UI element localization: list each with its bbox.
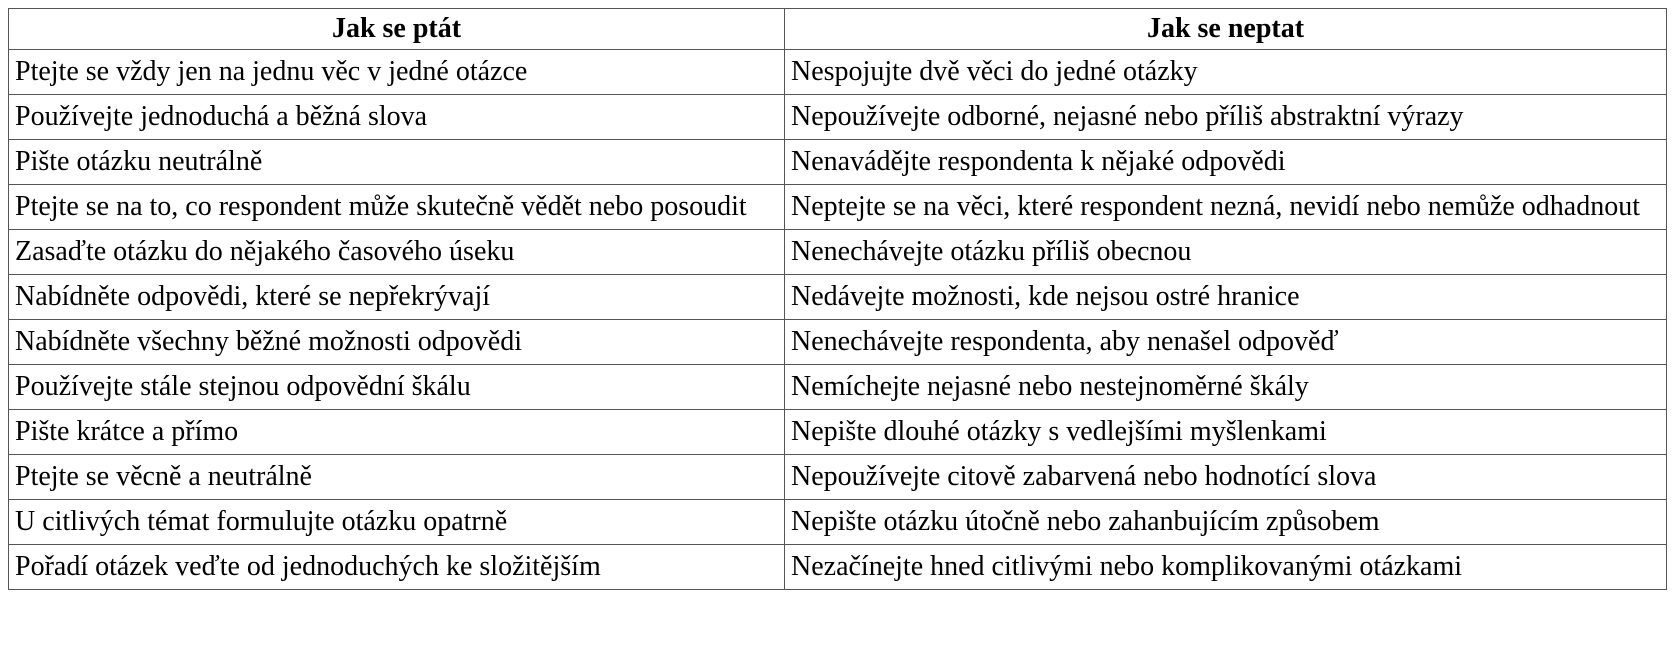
cell-dont: Nemíchejte nejasné nebo nestejnoměrné škály bbox=[785, 365, 1667, 410]
table-row bbox=[9, 50, 1667, 95]
cell-dont: Nenechávejte otázku příliš obecnou bbox=[785, 230, 1667, 275]
guidelines-table bbox=[8, 8, 1667, 590]
cell-do: Používejte stále stejnou odpovědní škálu bbox=[9, 365, 785, 410]
table-row bbox=[9, 230, 1667, 275]
table-row bbox=[9, 275, 1667, 320]
table-row bbox=[9, 545, 1667, 590]
table-row bbox=[9, 95, 1667, 140]
cell-dont: Nepoužívejte odborné, nejasné nebo příliš abstraktní výrazy bbox=[785, 95, 1667, 140]
table-row bbox=[9, 185, 1667, 230]
cell-dont: Nedávejte možnosti, kde nejsou ostré hranice bbox=[785, 275, 1667, 320]
cell-do: Používejte jednoduchá a běžná slova bbox=[9, 95, 785, 140]
table-row bbox=[9, 320, 1667, 365]
table-row bbox=[9, 410, 1667, 455]
cell-do: Pište krátce a přímo bbox=[9, 410, 785, 455]
column-header-dont: Jak se neptat bbox=[785, 9, 1667, 50]
cell-do: Ptejte se věcně a neutrálně bbox=[9, 455, 785, 500]
cell-dont: Nenavádějte respondenta k nějaké odpovědi bbox=[785, 140, 1667, 185]
cell-dont: Nepište otázku útočně nebo zahanbujícím způsobem bbox=[785, 500, 1667, 545]
table-row bbox=[9, 365, 1667, 410]
cell-do: Ptejte se vždy jen na jednu věc v jedné otázce bbox=[9, 50, 785, 95]
table-row bbox=[9, 455, 1667, 500]
cell-do: Pište otázku neutrálně bbox=[9, 140, 785, 185]
column-header-do: Jak se ptát bbox=[9, 9, 785, 50]
cell-dont: Nenechávejte respondenta, aby nenašel odpověď bbox=[785, 320, 1667, 365]
cell-do: Ptejte se na to, co respondent může skutečně vědět nebo posoudit bbox=[9, 185, 785, 230]
cell-do: Zasaďte otázku do nějakého časového úseku bbox=[9, 230, 785, 275]
cell-do: U citlivých témat formulujte otázku opatrně bbox=[9, 500, 785, 545]
cell-dont: Neptejte se na věci, které respondent nezná, nevidí nebo nemůže odhadnout bbox=[785, 185, 1667, 230]
table-row bbox=[9, 140, 1667, 185]
cell-dont: Nezačínejte hned citlivými nebo komplikovanými otázkami bbox=[785, 545, 1667, 590]
cell-do: Nabídněte všechny běžné možnosti odpovědi bbox=[9, 320, 785, 365]
cell-do: Nabídněte odpovědi, které se nepřekrývají bbox=[9, 275, 785, 320]
header-row bbox=[9, 9, 1667, 50]
cell-dont: Nepište dlouhé otázky s vedlejšími myšlenkami bbox=[785, 410, 1667, 455]
cell-dont: Nespojujte dvě věci do jedné otázky bbox=[785, 50, 1667, 95]
cell-dont: Nepoužívejte citově zabarvená nebo hodnotící slova bbox=[785, 455, 1667, 500]
cell-do: Pořadí otázek veďte od jednoduchých ke složitějším bbox=[9, 545, 785, 590]
table-row bbox=[9, 500, 1667, 545]
